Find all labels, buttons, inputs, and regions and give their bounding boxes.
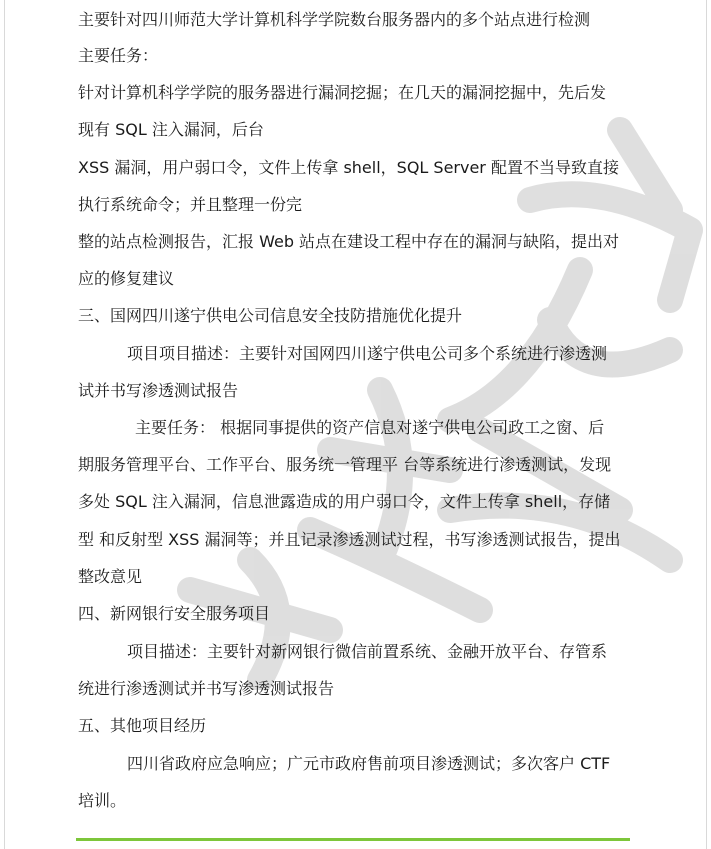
text-line-3: 针对计算机科学学院的服务器进行漏洞挖掘；在几天的漏洞挖掘中，先后发 — [78, 83, 607, 102]
text-line-2: 主要任务： — [78, 46, 159, 65]
text-line-19: 统进行渗透测试并书写渗透测试报告 — [78, 679, 335, 698]
section-heading-3: 三、国网四川遂宁供电公司信息安全技防措施优化提升 — [78, 306, 463, 325]
text-line-5: XSS 漏洞，用户弱口令，文件上传拿 shell，SQL Server 配置不当导致直接 — [78, 158, 619, 177]
text-line-15: 型 和反射型 XSS 漏洞等；并且记录渗透测试过程，书写渗透测试报告，提出 — [78, 530, 621, 549]
text-line-14: 多处 SQL 注入漏洞，信息泄露造成的用户弱口令，文件上传拿 shell，存储 — [78, 492, 611, 511]
text-line-1: 主要针对四川师范大学计算机科学学院数台服务器内的多个站点进行检测 — [78, 10, 591, 29]
text-line-22: 培训。 — [78, 791, 127, 810]
text-line-18: 项目描述：主要针对新网银行微信前置系统、金融开放平台、存管系 — [127, 642, 608, 661]
text-line-11: 试并书写渗透测试报告 — [78, 381, 239, 400]
text-line-4: 现有 SQL 注入漏洞，后台 — [78, 120, 264, 139]
page-right-edge — [706, 0, 707, 849]
text-line-16: 整改意见 — [78, 567, 143, 586]
text-line-7: 整的站点检测报告，汇报 Web 站点在建设工程中存在的漏洞与缺陷，提出对 — [78, 232, 620, 251]
text-line-10: 项目项目描述：主要针对国网四川遂宁供电公司多个系统进行渗透测 — [127, 344, 608, 363]
text-line-12: 主要任务： 根据同事提供的资产信息对遂宁供电公司政工之窗、后 — [135, 418, 605, 437]
text-line-13: 期服务管理平台、工作平台、服务统一管理平 台等系统进行渗透测试，发现 — [78, 455, 612, 474]
text-line-21: 四川省政府应急响应；广元市政府售前项目渗透测试；多次客户 CTF — [127, 754, 611, 773]
section-heading-4: 四、新网银行安全服务项目 — [78, 604, 271, 623]
page-left-edge — [4, 0, 5, 849]
footer-divider — [76, 838, 630, 841]
text-line-6: 执行系统命令；并且整理一份完 — [78, 195, 303, 214]
section-heading-5: 五、其他项目经历 — [78, 716, 207, 735]
text-line-8: 应的修复建议 — [78, 269, 175, 288]
